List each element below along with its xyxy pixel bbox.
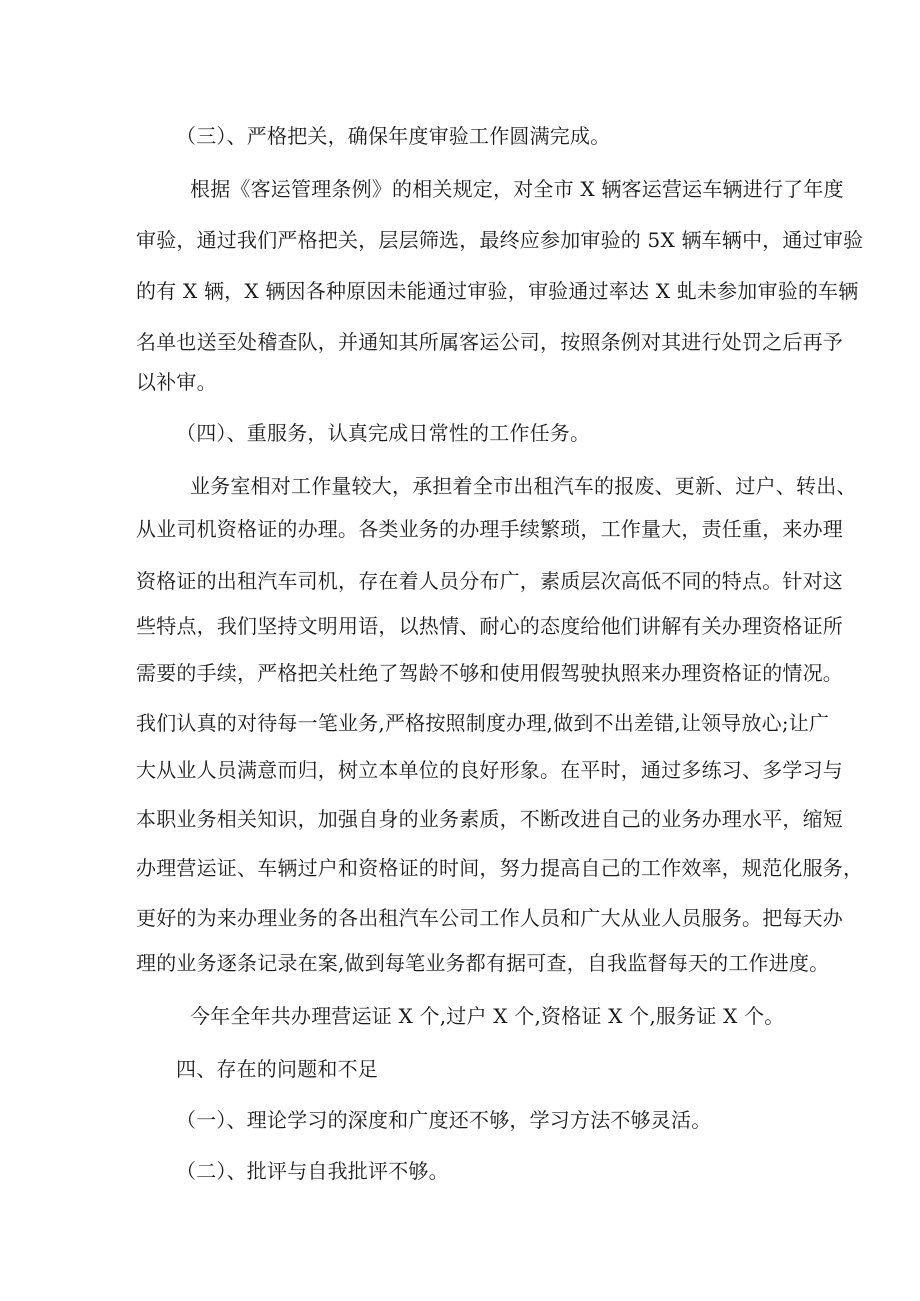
- paragraph-line: 的有 X 辆，X 辆因各种原因未能通过审验，审验通过率达 X 虬未参加审验的车辆: [136, 279, 859, 303]
- paragraph-line: 根据《客运管理条例》的相关规定，对全市 X 辆客运营运车辆进行了年度: [190, 177, 844, 201]
- paragraph-line: 业务室相对工作量较大，承担着全市出租汽车的报废、更新、过户、转出、: [190, 474, 857, 498]
- paragraph-line: 办理营运证、车辆过户和资格证的时间，努力提高自己的工作效率，规范化服务，: [136, 856, 864, 880]
- paragraph-line: 本职业务相关知识，加强自身的业务素质，不断改进自己的业务办理水平，缩短: [136, 807, 843, 831]
- paragraph-line: 资格证的出租汽车司机，存在着人员分布广，素质层次高低不同的特点。针对这: [136, 569, 843, 593]
- paragraph-line: 我们认真的对待每一笔业务,严格按照制度办理,做到不出差错,让领导放心;让广: [136, 711, 830, 735]
- paragraph-line: 需要的手续，严格把关杜绝了驾龄不够和使用假驾驶执照来办理资格证的情况。: [136, 661, 843, 685]
- paragraph-line: 从业司机资格证的办理。各类业务的办理手续繁琐，工作量大，责任重，来办理: [136, 517, 843, 541]
- heading-section-4: （四）、重服务，认真完成日常性的工作任务。: [176, 421, 591, 445]
- paragraph-line: 名单也送至处稽查队，并通知其所属客运公司，按照条例对其进行处罚之后再予: [136, 330, 843, 354]
- summary-line: 今年全年共办理营运证 X 个,过户 X 个,资格证 X 个,服务证 X 个。: [190, 1004, 785, 1028]
- paragraph-line: 审验，通过我们严格把关，层层筛选，最终应参加审验的 5X 辆车辆中，通过审验: [136, 228, 864, 252]
- paragraph-line: 以补审。: [136, 370, 217, 394]
- heading-subsection-2: （二）、批评与自我批评不够。: [176, 1159, 449, 1183]
- paragraph-line: 大从业人员满意而归，树立本单位的良好形象。在平时，通过多练习、多学习与: [136, 758, 843, 782]
- paragraph-line: 理的业务逐条记录在案,做到每笔业务都有据可查，自我监督每天的工作进度。: [136, 951, 830, 975]
- heading-problems: 四、存在的问题和不足: [176, 1057, 378, 1081]
- paragraph-line: 些特点，我们坚持文明用语，以热情、耐心的态度给他们讲解有关办理资格证所: [136, 614, 843, 638]
- heading-subsection-1: （一）、理论学习的深度和广度还不够，学习方法不够灵活。: [176, 1108, 712, 1132]
- paragraph-line: 更好的为来办理业务的各出租汽车公司工作人员和广大从业人员服务。把每天办: [136, 906, 843, 930]
- heading-section-3: （三）、严格把关，确保年度审验工作圆满完成。: [176, 124, 611, 148]
